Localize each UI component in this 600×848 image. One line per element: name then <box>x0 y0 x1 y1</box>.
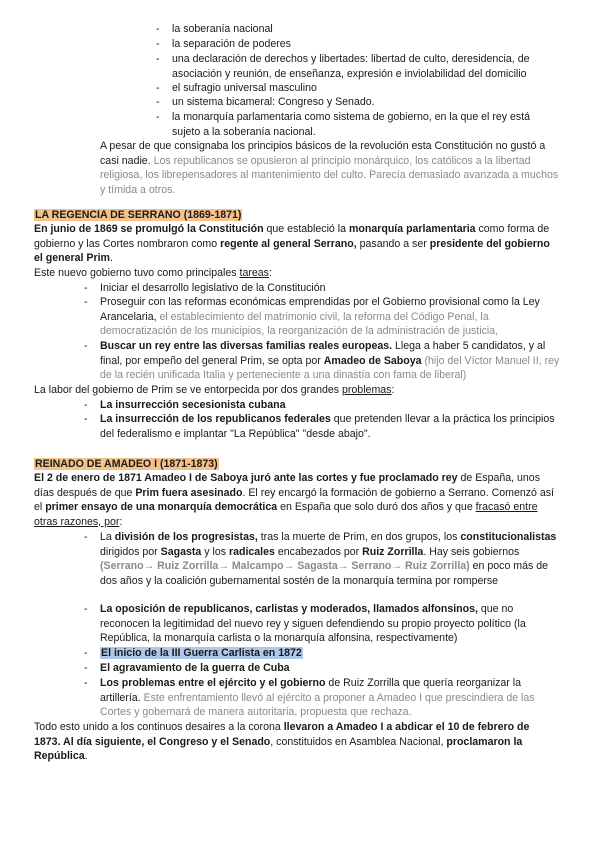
text: Proseguir con las reformas económicas emprendidas por el Gobierno provisional como la Ley Arancelaria, <box>100 296 540 323</box>
bullet-dash: - <box>156 53 160 65</box>
bullet-dash: - <box>84 296 88 308</box>
bullet-dash: - <box>156 23 160 35</box>
list-item <box>84 602 564 646</box>
text: pasando a ser <box>356 237 430 250</box>
list-item <box>84 412 564 441</box>
text: encabezados por <box>274 545 363 558</box>
list-item-text <box>84 412 564 441</box>
text: que estableció la <box>263 223 349 235</box>
text-bold: división de los progresistas, <box>114 531 258 543</box>
list-item-text <box>84 676 564 720</box>
list-item-text: el sufragio universal masculino <box>172 82 317 94</box>
intro-paragraph-gray-text: Los republicanos se opusieron al principio monárquico, los católicos a la libertad religiosa, los librepensadores al mantenimiento del culto. Parecía demasiado avanzada a muchos y tímida a otros. <box>100 154 559 196</box>
text: dirigidos por <box>100 545 161 558</box>
text-bold: La insurrección secesionista cubana <box>100 399 286 411</box>
text: de España, unos días después de que <box>34 472 540 499</box>
list-item <box>156 22 546 37</box>
paragraph-problems-intro-text <box>34 383 552 398</box>
list-item-text: Iniciar el desarrollo legislativo de la Constitución <box>100 282 326 294</box>
list-item <box>84 676 564 720</box>
text: Todo esto unido a los continuos desaires a la corona <box>34 721 284 733</box>
text-bold: El agravamiento de la guerra de Cuba <box>100 662 290 674</box>
list-item <box>156 95 546 110</box>
text: : <box>391 384 395 396</box>
bullet-dash: - <box>156 38 160 50</box>
text: Llega a haber 5 candidatos, y al final, por empeño del general Prim, se opta por <box>100 340 546 367</box>
paragraph-constitution <box>34 222 552 266</box>
bullet-dash: - <box>84 340 88 352</box>
text: que pretenden llevar a la práctica los principios del federalismo e implantar "La República" "desde abajo". <box>100 413 555 440</box>
list-item-text: una declaración de derechos y libertades: libertad de culto, deresidencia, de asociación y reunión, de enseñanza, expresión e inviolabilidad del domicilio <box>172 53 530 80</box>
text: . <box>109 252 113 265</box>
text: como forma de gobierno y las Cortes nombraron como <box>34 223 550 250</box>
list-item-text: un sistema bicameral: Congreso y Senado. <box>172 96 375 108</box>
text: . El rey encargó la formación de gobierno a Serrano. Comenzó así el <box>34 486 554 514</box>
text-bold: radicales <box>228 545 275 558</box>
paragraph-amadeo <box>34 471 556 529</box>
bullet-dash: - <box>84 603 88 615</box>
paragraph-closing <box>34 720 556 764</box>
section-heading-regencia <box>34 208 242 223</box>
text: La <box>100 531 115 543</box>
text-underlined: fracasó entre otras razones, por <box>34 501 538 528</box>
list-item-text <box>84 661 562 676</box>
text-bold: En junio de 1869 se promulgó la Constitución <box>34 223 264 235</box>
text-bold: Los problemas entre el ejército y el gobierno <box>100 677 326 689</box>
text-gray: el establecimiento del matrimonio civil, la reforma del Código Penal, la democratización de los municipios, la reorganización de la administración de justicia, <box>100 310 499 338</box>
list-item-text <box>84 602 564 646</box>
text-gray: (hijo del Víctor Manuel II, rey de la recién unificada Italia y perteneciente a una dinastía con fama de liberal) <box>100 354 560 382</box>
section-heading-amadeo <box>34 457 219 472</box>
section-heading-text: LA REGENCIA DE SERRANO (1869-1871) <box>35 209 242 221</box>
list-item-text: la soberanía nacional <box>172 23 273 35</box>
text: en poco más de dos años y la coalición gubernamental sostén de la monarquía termina por romperse <box>100 560 549 587</box>
text: tras la muerte de Prim, en dos grupos, los <box>257 531 461 543</box>
bullet-dash: - <box>156 82 160 94</box>
text-underlined: problemas <box>342 384 392 396</box>
text-bold: Prim fuera asesinado <box>135 486 243 499</box>
list-item-text <box>84 398 562 413</box>
text: , constituidos en Asamblea Nacional, <box>270 735 447 748</box>
section-heading-text: REINADO DE AMADEO I (1871-1873) <box>35 458 218 470</box>
text-bold: La insurrección de los republicanos federales <box>100 413 331 425</box>
bullet-dash: - <box>84 399 88 411</box>
list-item <box>84 646 562 661</box>
list-item <box>84 661 562 676</box>
list-item <box>156 37 546 52</box>
text: . Hay seis gobiernos <box>423 545 520 558</box>
text-bold: La oposición de republicanos, carlistas y moderados, llamados alfonsinos, <box>100 603 478 615</box>
bullet-dash: - <box>84 282 88 294</box>
text: de Ruiz Zorrilla que quería reorganizar la artillería. <box>100 677 521 704</box>
text-bold: constitucionalistas <box>460 531 557 543</box>
text-bold: El 2 de enero de 1871 Amadeo I de Saboya juró ante las cortes y fue proclamado rey <box>34 472 458 484</box>
list-item-text: la separación de poderes <box>172 38 291 50</box>
list-item-text <box>84 339 564 383</box>
list-item <box>84 281 562 296</box>
bullet-dash: - <box>84 531 88 543</box>
text: La labor del gobierno de Prim se ve entorpecida por dos grandes <box>34 384 342 396</box>
text: y los <box>201 545 229 558</box>
intro-paragraph <box>100 139 562 197</box>
text-bold: proclamaron la República <box>34 735 523 763</box>
text-bold: llevaron a Amadeo I a abdicar el 10 de febrero de 1873. Al día siguiente, el Congreso y el Senado <box>34 721 530 748</box>
text-underlined: tareas <box>239 267 269 279</box>
paragraph-tasks-intro <box>34 266 552 281</box>
text-bold: Ruiz Zorrilla <box>362 545 424 558</box>
text-bold: primer ensayo de una monarquía democrática <box>45 501 278 514</box>
text-bold: Buscar un rey entre las diversas familias reales europeas. <box>100 340 393 352</box>
list-item-text <box>84 530 564 588</box>
text-bold: presidente del gobierno el general Prim <box>34 237 550 265</box>
list-item <box>84 295 564 339</box>
text-highlighted: El inicio de la III Guerra Carlista en 1872 <box>101 647 302 659</box>
list-item <box>84 339 564 383</box>
bullet-dash: - <box>156 96 160 108</box>
bullet-dash: - <box>84 677 88 689</box>
text: . <box>84 750 88 763</box>
text: : <box>268 267 272 279</box>
list-item <box>156 81 546 96</box>
bullet-dash: - <box>84 413 88 425</box>
text: : <box>119 515 123 528</box>
list-item <box>156 52 548 81</box>
list-item-text <box>84 295 564 339</box>
list-item-text: la monarquía parlamentaria como sistema de gobierno, en la que el rey está sujeto a la soberanía nacional. <box>172 111 531 138</box>
intro-paragraph-text: A pesar de que consignaba los principios básicos de la revolución esta Constitución no gustó a casi nadie. <box>100 140 546 167</box>
text-bold: monarquía parlamentaria <box>348 223 476 235</box>
bullet-dash: - <box>84 662 88 674</box>
list-item <box>84 530 564 588</box>
text: Este nuevo gobierno tuvo como principales <box>34 267 240 279</box>
bullet-dash: - <box>156 111 160 123</box>
text-bold: Sagasta <box>160 545 202 558</box>
text-bold: regente al general Serrano, <box>220 237 357 250</box>
text: que no reconocen la legitimidad del nuevo rey y siguen defendiendo su propio proyecto político (la República, la monarquía carlista o la monarquía alfonsina, respectivamente) <box>100 603 526 645</box>
text-gray: Este enfrentamiento llevó al ejército a proponer a Amadeo I que prescindiera de las Cortes y gobernará de manera autoritaria, propuesta que rechaza. <box>100 691 535 719</box>
bullet-dash: - <box>84 647 88 659</box>
list-item-text <box>84 646 562 661</box>
list-item <box>84 398 562 413</box>
text-gray-bold: (Serrano→ Ruiz Zorrilla→ Malcampo→ Sagasta→ Serrano→ Ruiz Zorrilla) <box>100 560 470 573</box>
text: en España que solo duró dos años y que <box>277 501 476 514</box>
list-item <box>156 110 548 139</box>
text-bold: Amadeo de Saboya <box>323 354 422 367</box>
